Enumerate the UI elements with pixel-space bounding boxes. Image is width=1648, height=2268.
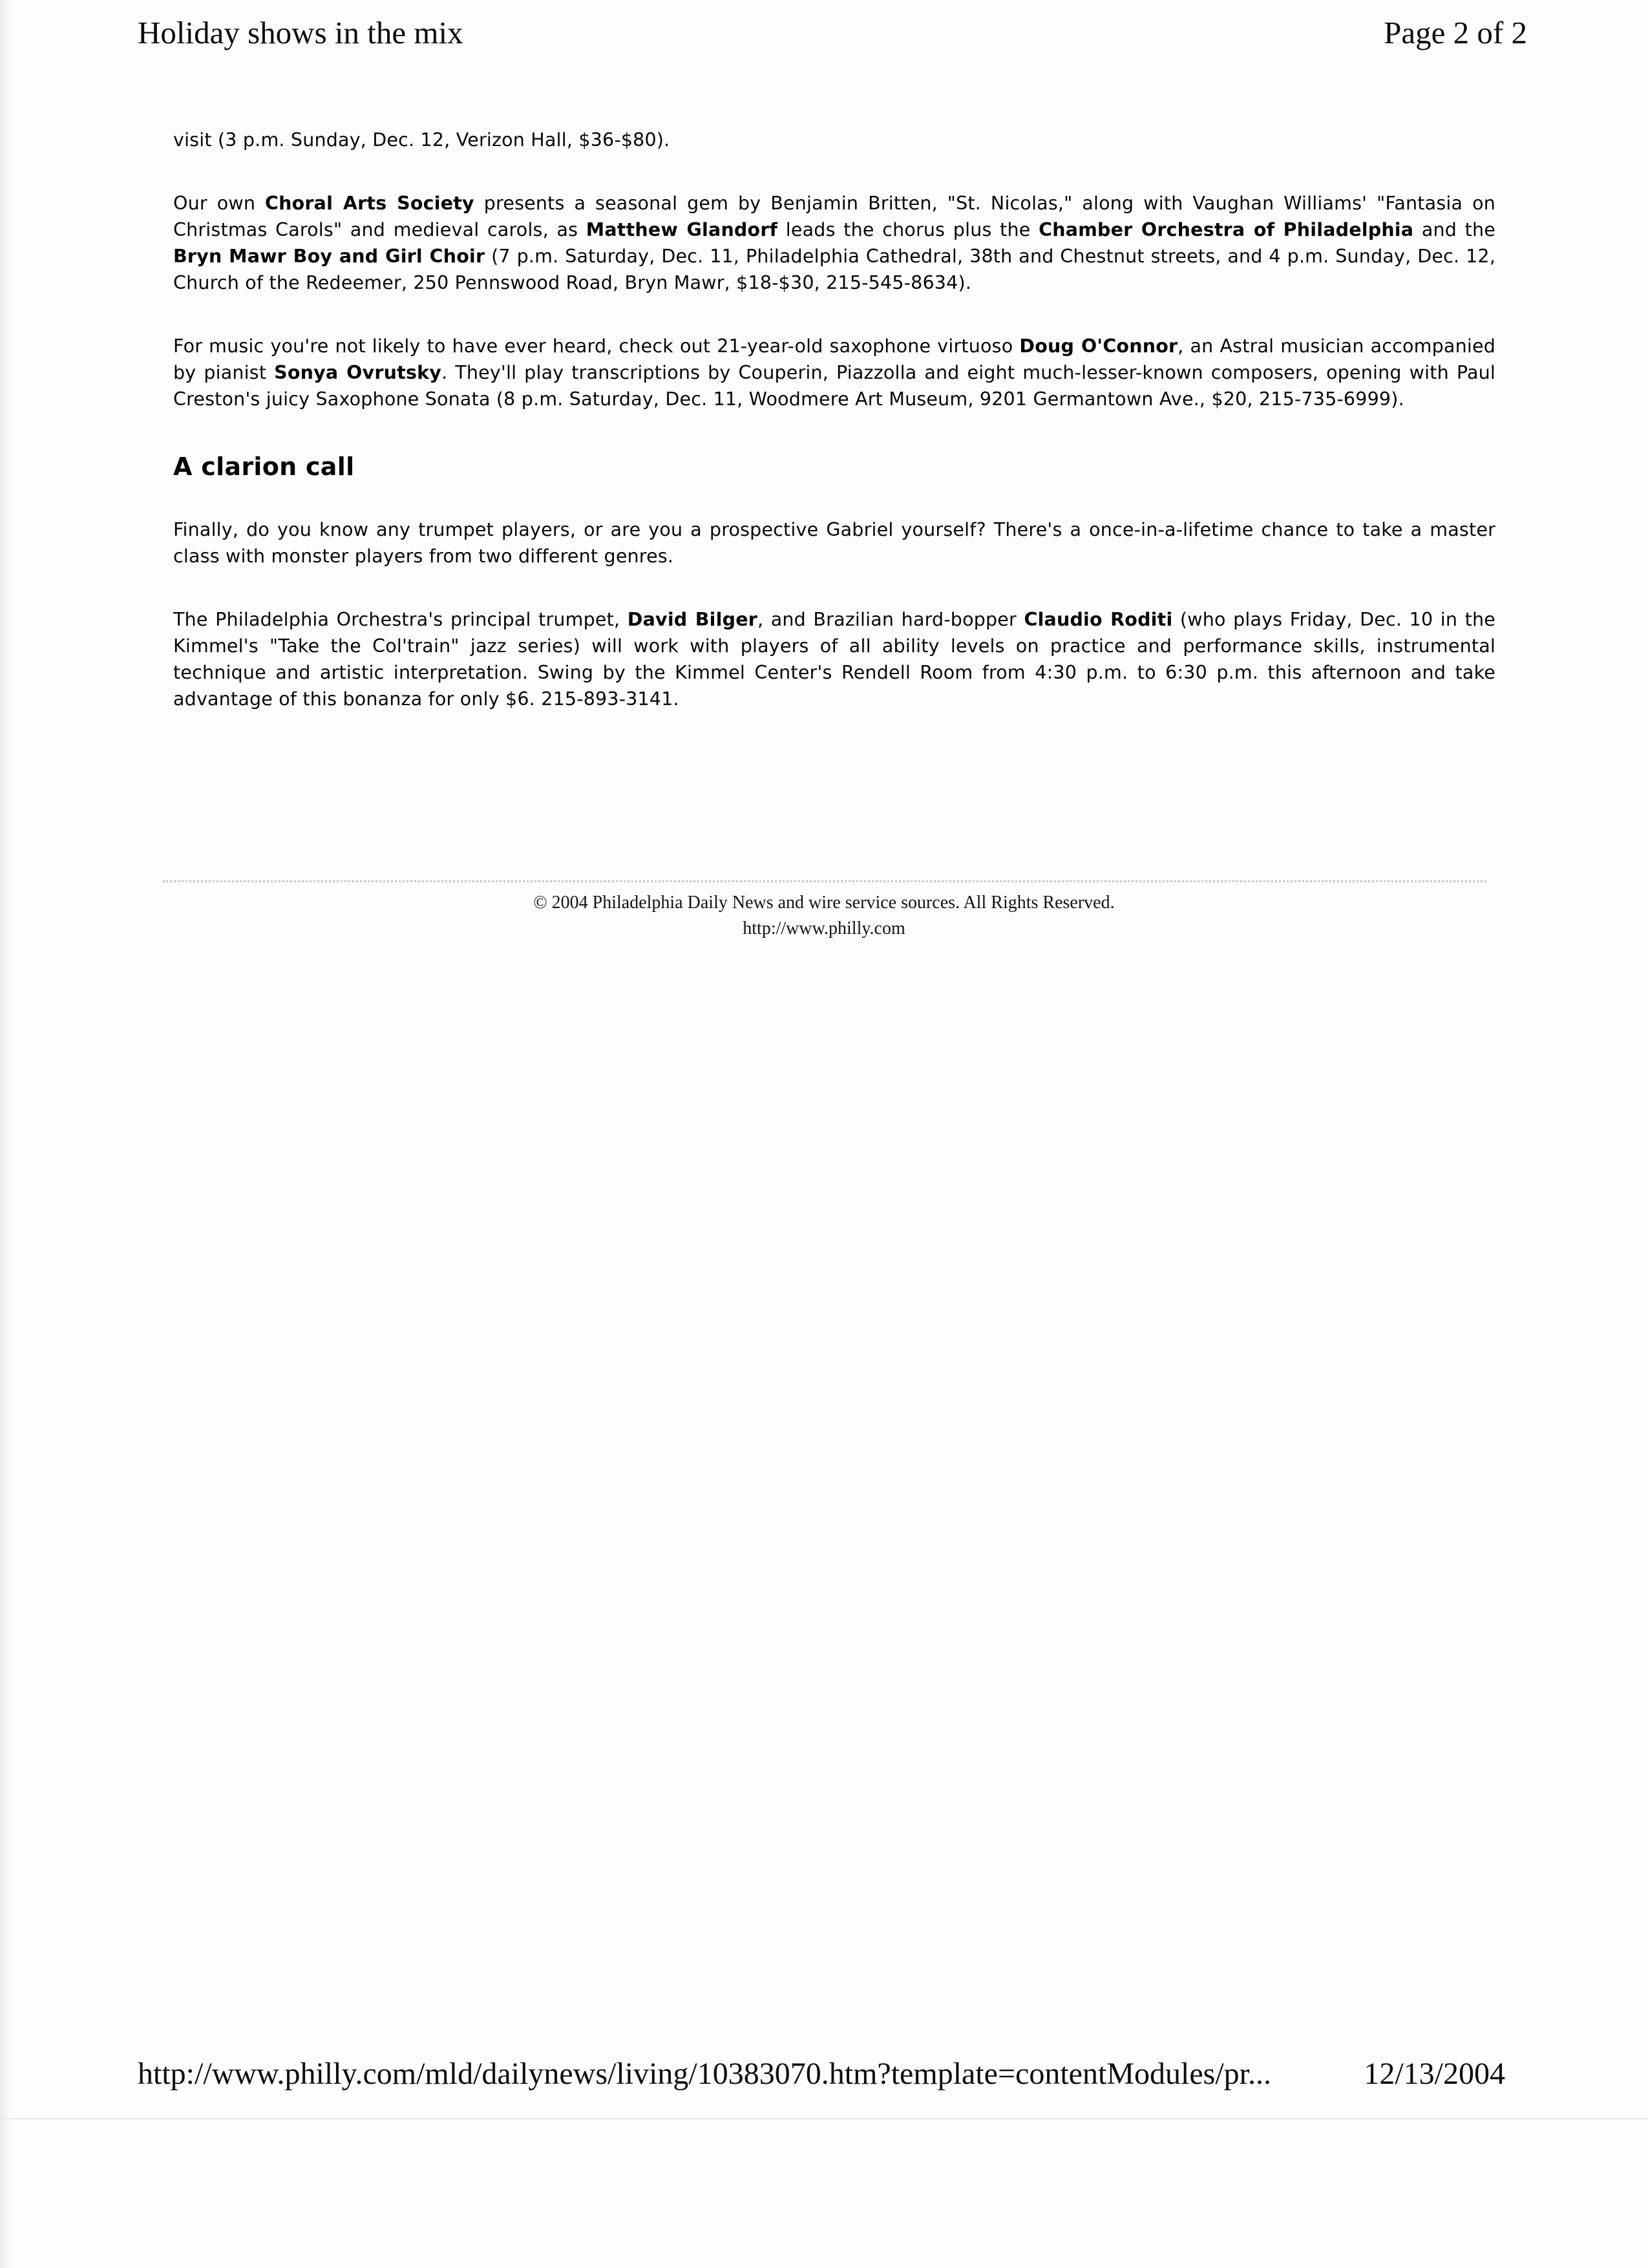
scan-edge-shading [0, 0, 12, 2268]
source-attribution [0, 890, 1648, 942]
source-site-url: http://www.philly.com [743, 918, 905, 938]
copyright-line: © 2004 Philadelphia Daily News and wire service sources. All Rights Reserved. [533, 893, 1115, 913]
article-body [173, 127, 1495, 749]
article-paragraph: visit (3 p.m. Sunday, Dec. 12, Verizon Hall, $36-$80). [173, 129, 670, 151]
article-end-divider [163, 880, 1486, 882]
article-paragraph: For music you're not likely to have ever heard, check out 21-year-old saxophone virtuoso Doug O'Connor, an Astral musician accompanied by pianist Sonya Ovrutsky. They'll play transcriptions by Couperin, Piazzolla and eight much-lesser-known composers, opening with Paul Creston's juicy Saxophone Sonata (8 p.m. Saturday, Dec. 11, Woodmere Art Museum, 9201 Germantown Ave., $20, 215-735-6999). [173, 335, 1495, 410]
section-heading: A clarion call [173, 452, 355, 481]
print-header [138, 14, 1527, 52]
scan-artifact-line [0, 2118, 1648, 2119]
document-title: Holiday shows in the mix [138, 15, 463, 50]
article-paragraph: Finally, do you know any trumpet players, or are you a prospective Gabriel yourself? There's a once-in-a-lifetime chance to take a master class with monster players from two different genres. [173, 519, 1495, 567]
print-footer [138, 2055, 1505, 2093]
page-number-indicator: Page 2 of 2 [1384, 15, 1527, 50]
article-paragraph: Our own Choral Arts Society presents a seasonal gem by Benjamin Britten, "St. Nicolas," along with Vaughan Williams' "Fantasia on Christmas Carols" and medieval carols, as Matthew Glandorf leads the chorus plus the Chamber Orchestra of Philadelphia and the Bryn Mawr Boy and Girl Choir (7 p.m. Saturday, Dec. 11, Philadelphia Cathedral, 38th and Chestnut streets, and 4 p.m. Sunday, Dec. 12, Church of the Redeemer, 250 Pennswood Road, Bryn Mawr, $18-$30, 215-545-8634). [173, 193, 1496, 293]
print-footer-date: 12/13/2004 [1364, 2057, 1505, 2091]
print-footer-url: http://www.philly.com/mld/dailynews/living/10383070.htm?template=contentModules/pr... [138, 2057, 1271, 2091]
article-paragraph: The Philadelphia Orchestra's principal trumpet, David Bilger, and Brazilian hard-bopper Claudio Roditi (who plays Friday, Dec. 10 in the Kimmel's "Take the Col'train" jazz series) will work with players of all ability levels on practice and performance skills, instrumental technique and artistic interpretation. Swing by the Kimmel Center's Rendell Room from 4:30 p.m. to 6:30 p.m. this afternoon and take advantage of this bonanza for only $6. 215-893-3141. [173, 609, 1495, 710]
